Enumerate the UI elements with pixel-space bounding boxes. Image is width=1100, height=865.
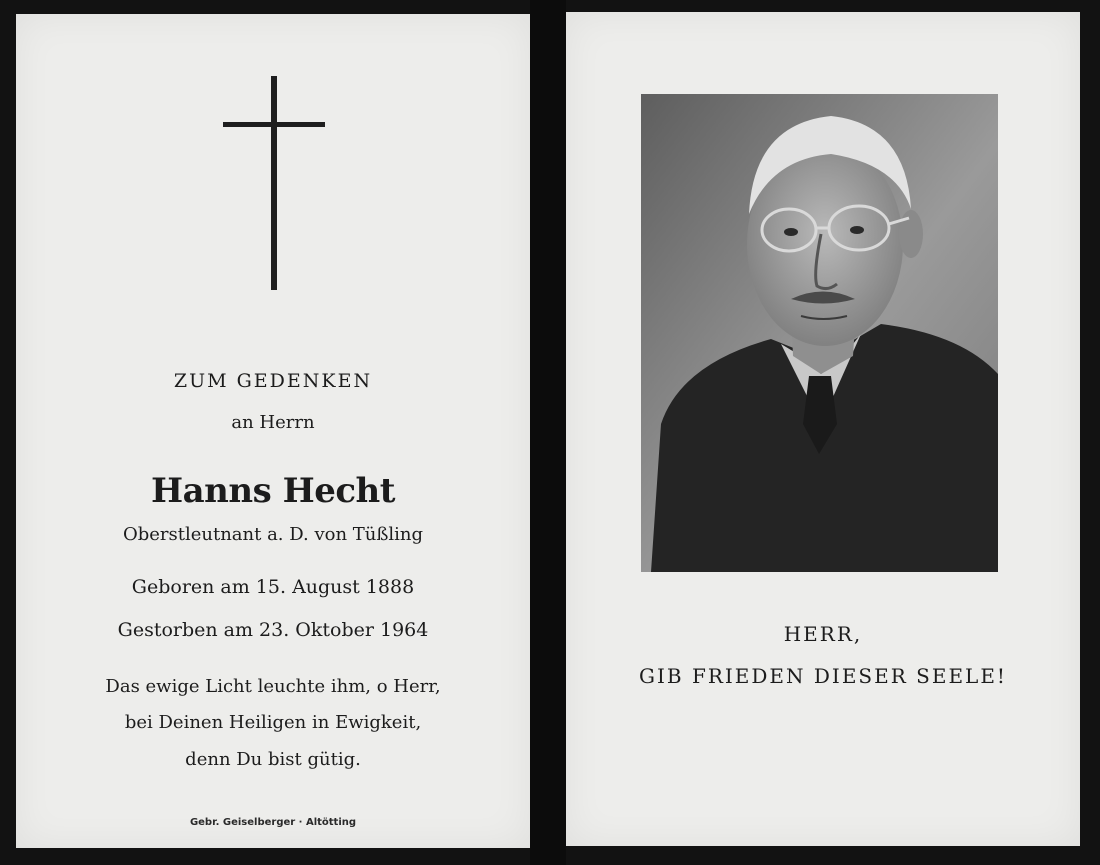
prayer-heading: HERR, [783, 622, 863, 646]
death-date: Gestorben am 23. Oktober 1964 [117, 619, 429, 641]
left-card [16, 14, 530, 848]
card-fold [530, 0, 566, 865]
heading: ZUM GEDENKEN [173, 370, 373, 392]
rank-line: Oberstleutnant a. D. von Tüßling [122, 524, 424, 545]
cross-icon-bar [223, 122, 325, 127]
deceased-name: Hanns Hecht [151, 471, 395, 511]
salutation: an Herrn [231, 412, 315, 433]
cross-icon [271, 76, 277, 290]
prayer-line-1: Das ewige Licht leuchte ihm, o Herr, [105, 676, 441, 697]
printer-credit: Gebr. Geiselberger · Altötting [189, 817, 357, 828]
prayer-line-2: bei Deinen Heiligen in Ewigkeit, [124, 712, 422, 733]
birth-date: Geboren am 15. August 1888 [131, 576, 415, 598]
prayer-text: GIB FRIEDEN DIESER SEELE! [639, 664, 1007, 688]
prayer-line-3: denn Du bist gütig. [185, 749, 361, 770]
right-card [566, 12, 1080, 846]
portrait-photo [641, 94, 998, 572]
